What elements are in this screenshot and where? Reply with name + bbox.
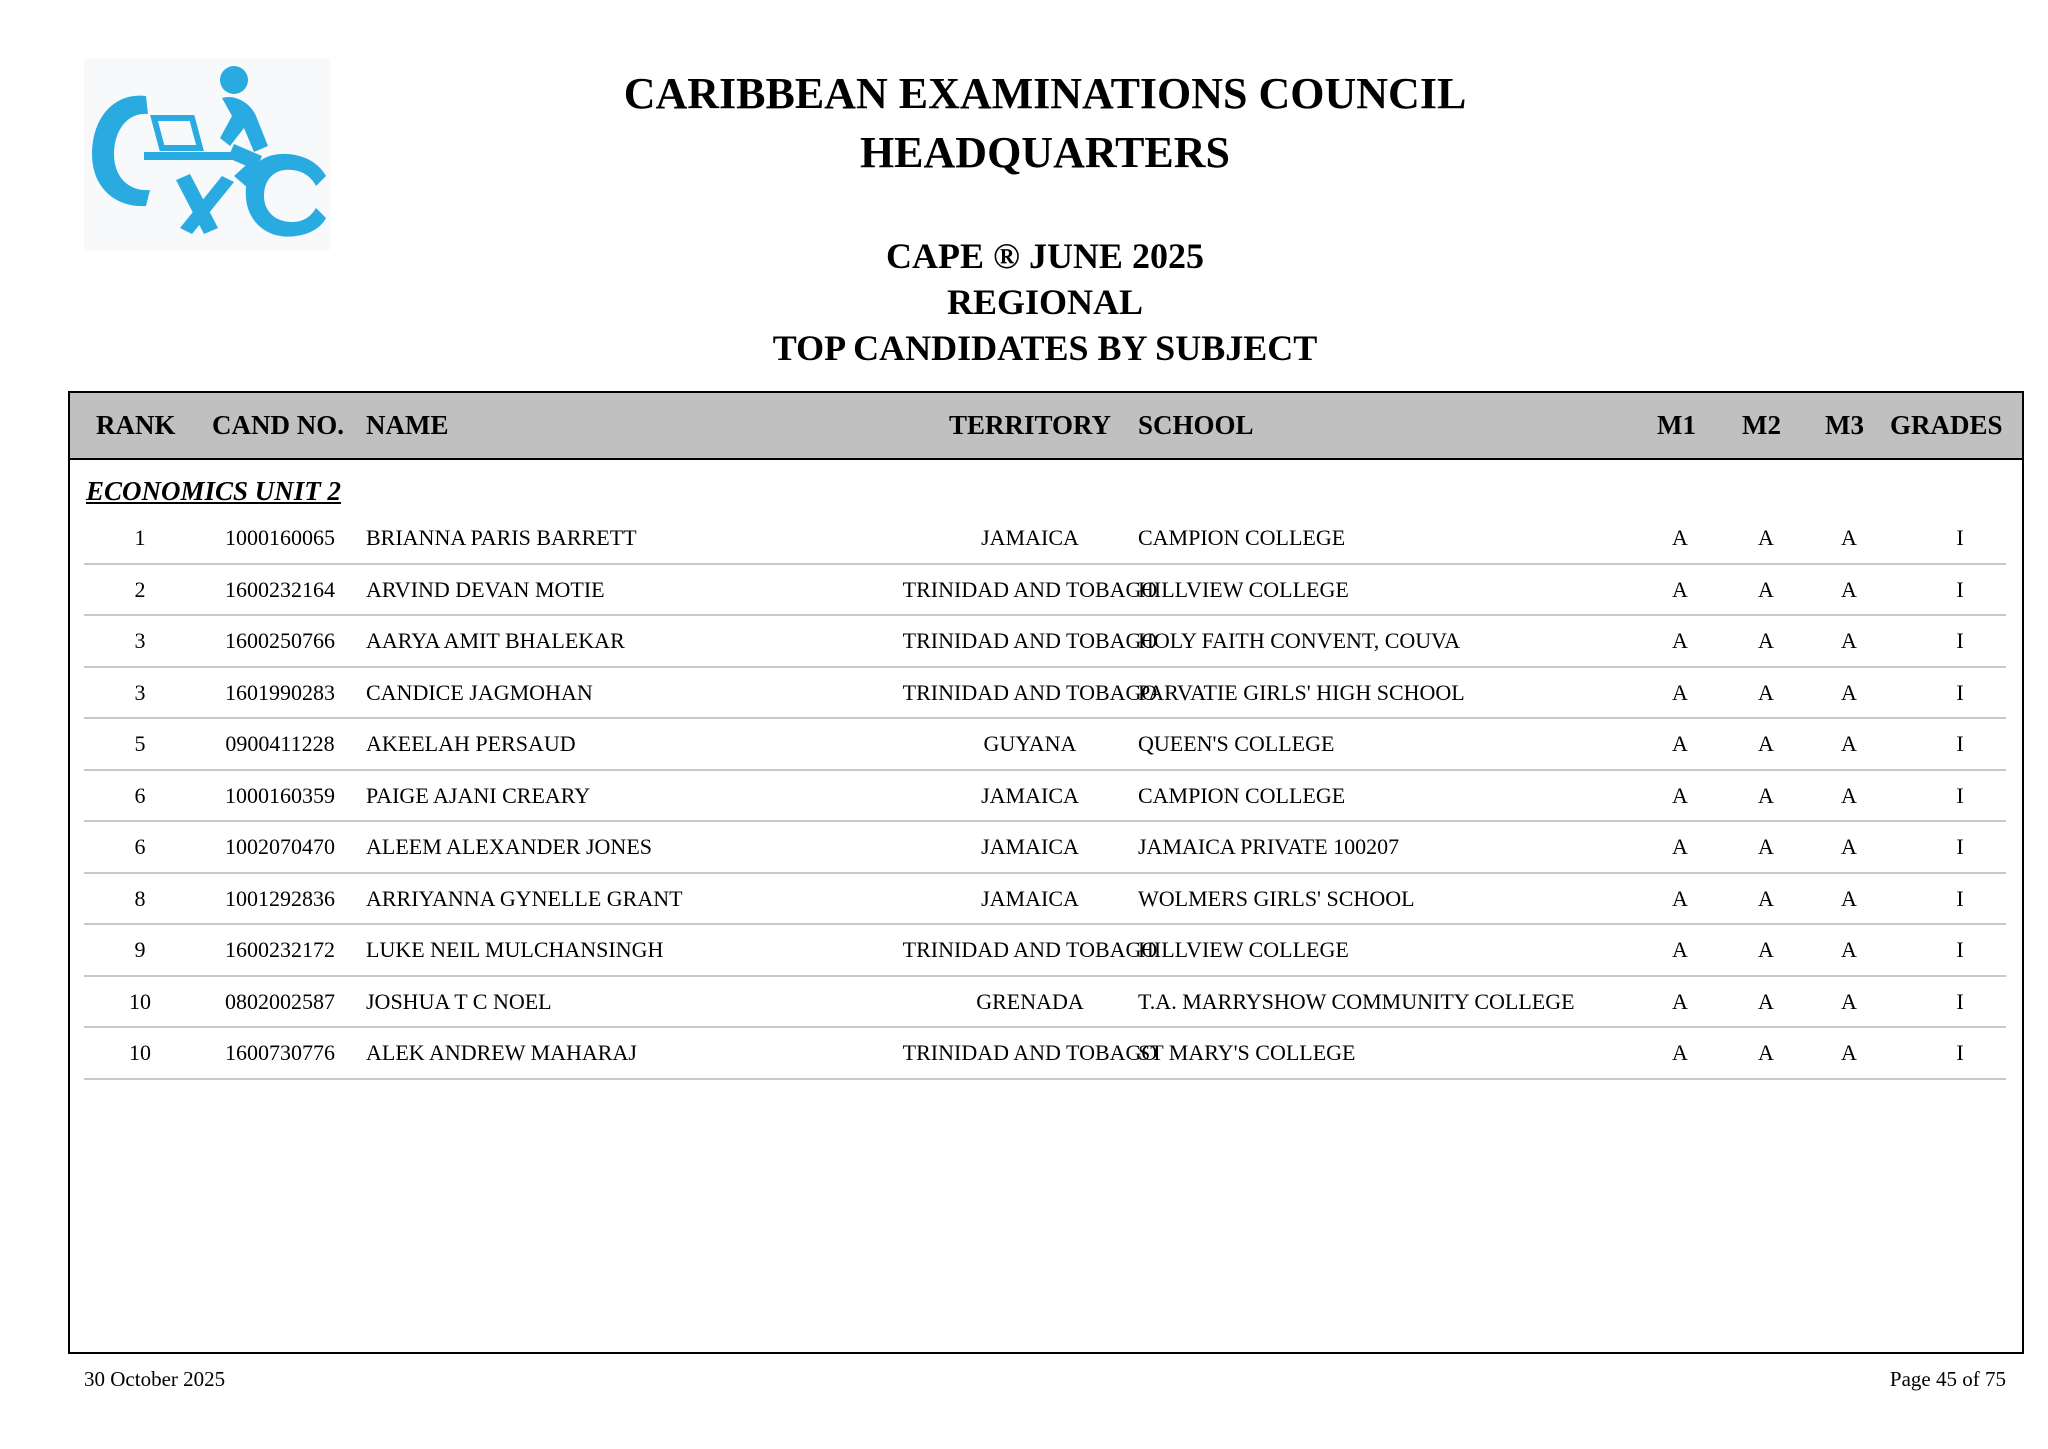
cell-m2: A — [1758, 782, 1774, 808]
cell-m2: A — [1758, 679, 1774, 705]
cell-name: JOSHUA T C NOEL — [366, 988, 552, 1014]
results-table — [68, 391, 2024, 1354]
cell-school: JAMAICA PRIVATE 100207 — [1138, 834, 1400, 859]
cell-m3: A — [1841, 576, 1857, 602]
cell-rank: 3 — [134, 628, 146, 653]
table-row — [70, 771, 2022, 823]
col-grades: GRADES — [1890, 410, 2003, 440]
table-row — [70, 668, 2022, 720]
cell-name: AARYA AMIT BHALEKAR — [366, 628, 625, 653]
col-m1: M1 — [1657, 410, 1696, 440]
cell-territory: JAMAICA — [981, 782, 1079, 808]
cell-territory: GRENADA — [976, 988, 1084, 1014]
cell-rank: 8 — [134, 885, 146, 911]
cell-m1: A — [1672, 937, 1688, 962]
cell-m3: A — [1841, 988, 1857, 1014]
cell-m2: A — [1758, 885, 1774, 911]
cell-m3: A — [1841, 525, 1857, 550]
cell-cand-no: 1600730776 — [225, 1040, 335, 1065]
cell-name: ARRIYANNA GYNELLE GRANT — [366, 885, 683, 911]
scope-label: REGIONAL — [946, 282, 1144, 322]
cell-cand-no: 1600232172 — [225, 937, 335, 962]
cell-rank: 5 — [134, 731, 146, 756]
cell-name: AKEELAH PERSAUD — [366, 731, 576, 756]
col-rank: RANK — [96, 410, 176, 440]
col-name: NAME — [366, 410, 449, 440]
cell-territory: TRINIDAD AND TOBAGO — [902, 937, 1158, 962]
table-row — [70, 874, 2022, 926]
cell-m1: A — [1672, 628, 1688, 653]
cell-m1: A — [1672, 1040, 1688, 1065]
cell-m3: A — [1841, 1040, 1857, 1065]
report-date: 30 October 2025 — [84, 1367, 226, 1391]
cell-cand-no: 1000160065 — [225, 525, 335, 550]
cell-m3: A — [1841, 782, 1857, 808]
cell-grade: I — [1956, 782, 1964, 808]
cell-rank: 10 — [129, 988, 151, 1014]
cell-cand-no: 0900411228 — [225, 731, 335, 756]
cell-territory: JAMAICA — [981, 885, 1079, 911]
col-cand-no: CAND NO. — [212, 410, 344, 440]
cell-school: QUEEN'S COLLEGE — [1138, 731, 1335, 756]
cell-m3: A — [1841, 937, 1857, 962]
table-row — [70, 719, 2022, 771]
cell-school: HOLY FAITH CONVENT, COUVA — [1138, 628, 1461, 653]
table-row — [70, 977, 2022, 1029]
cell-name: ALEEM ALEXANDER JONES — [366, 834, 652, 859]
cell-school: T.A. MARRYSHOW COMMUNITY COLLEGE — [1138, 988, 1575, 1014]
table-body — [70, 513, 2022, 1080]
table-row — [70, 616, 2022, 668]
cell-name: PAIGE AJANI CREARY — [366, 782, 591, 808]
cell-school: HILLVIEW COLLEGE — [1138, 576, 1349, 602]
cell-rank: 6 — [134, 782, 146, 808]
cell-cand-no: 1002070470 — [225, 834, 335, 859]
cell-m1: A — [1672, 885, 1688, 911]
cell-m1: A — [1672, 834, 1688, 859]
cell-cand-no: 1600232164 — [225, 576, 335, 602]
cell-m1: A — [1672, 988, 1688, 1014]
cell-grade: I — [1956, 525, 1964, 550]
cell-m1: A — [1672, 731, 1688, 756]
cell-grade: I — [1956, 885, 1964, 911]
cell-name: ALEK ANDREW MAHARAJ — [366, 1040, 637, 1065]
table-row — [70, 1028, 2022, 1080]
page-number: Page 45 of 75 — [1889, 1367, 2006, 1391]
cell-rank: 10 — [129, 1040, 151, 1065]
cell-territory: JAMAICA — [981, 834, 1079, 859]
cell-grade: I — [1956, 988, 1964, 1014]
cell-m1: A — [1672, 679, 1688, 705]
cell-cand-no: 0802002587 — [225, 988, 335, 1014]
cell-school: ST MARY'S COLLEGE — [1138, 1040, 1356, 1065]
table-row — [70, 513, 2022, 565]
cell-school: WOLMERS GIRLS' SCHOOL — [1138, 885, 1415, 911]
cell-territory: TRINIDAD AND TOBAGO — [902, 1040, 1158, 1065]
cell-territory: GUYANA — [983, 731, 1077, 756]
cell-m1: A — [1672, 576, 1688, 602]
cell-m3: A — [1841, 628, 1857, 653]
cell-territory: TRINIDAD AND TOBAGO — [902, 576, 1158, 602]
col-territory: TERRITORY — [948, 410, 1112, 440]
table-row — [70, 565, 2022, 617]
exam-label: CAPE ® JUNE 2025 — [886, 236, 1204, 276]
cell-name: LUKE NEIL MULCHANSINGH — [366, 937, 664, 962]
cell-m1: A — [1672, 782, 1688, 808]
cell-grade: I — [1956, 834, 1964, 859]
cell-rank: 6 — [134, 834, 146, 859]
cell-school: PARVATIE GIRLS' HIGH SCHOOL — [1138, 679, 1465, 705]
cell-m3: A — [1841, 679, 1857, 705]
report-label: TOP CANDIDATES BY SUBJECT — [772, 328, 1318, 368]
cell-school: HILLVIEW COLLEGE — [1138, 937, 1349, 962]
cell-grade: I — [1956, 628, 1964, 653]
cell-school: CAMPION COLLEGE — [1138, 525, 1346, 550]
cell-grade: I — [1956, 1040, 1964, 1065]
cell-m2: A — [1758, 937, 1774, 962]
col-school: SCHOOL — [1138, 410, 1254, 440]
cell-m2: A — [1758, 834, 1774, 859]
cell-territory: JAMAICA — [981, 525, 1079, 550]
table-row — [70, 822, 2022, 874]
cell-name: BRIANNA PARIS BARRETT — [366, 525, 637, 550]
table-row — [70, 925, 2022, 977]
cell-name: CANDICE JAGMOHAN — [366, 679, 593, 705]
report-title — [0, 233, 2048, 371]
cell-rank: 3 — [134, 679, 146, 705]
cell-m2: A — [1758, 731, 1774, 756]
cell-m3: A — [1841, 834, 1857, 859]
org-title — [0, 64, 2048, 182]
cell-m3: A — [1841, 731, 1857, 756]
cell-cand-no: 1601990283 — [225, 679, 335, 705]
cell-rank: 1 — [134, 525, 146, 550]
cell-grade: I — [1956, 679, 1964, 705]
subject-heading: ECONOMICS UNIT 2 — [86, 476, 342, 506]
cell-territory: TRINIDAD AND TOBAGO — [902, 679, 1158, 705]
col-m2: M2 — [1742, 410, 1781, 440]
cell-m3: A — [1841, 885, 1857, 911]
cell-school: CAMPION COLLEGE — [1138, 782, 1346, 808]
cell-m2: A — [1758, 628, 1774, 653]
org-line1: CARIBBEAN EXAMINATIONS COUNCIL — [623, 69, 1467, 118]
cell-grade: I — [1956, 576, 1964, 602]
cell-cand-no: 1000160359 — [225, 782, 335, 808]
cell-rank: 2 — [134, 576, 146, 602]
table-header — [70, 393, 2022, 460]
org-line2: HEADQUARTERS — [859, 128, 1231, 177]
cell-grade: I — [1956, 937, 1964, 962]
cell-m2: A — [1758, 525, 1774, 550]
cell-cand-no: 1001292836 — [225, 885, 335, 911]
cell-name: ARVIND DEVAN MOTIE — [366, 576, 605, 602]
cell-m1: A — [1672, 525, 1688, 550]
cell-grade: I — [1956, 731, 1964, 756]
cell-m2: A — [1758, 576, 1774, 602]
cell-m2: A — [1758, 1040, 1774, 1065]
cell-rank: 9 — [134, 937, 146, 962]
cell-cand-no: 1600250766 — [225, 628, 335, 653]
cell-territory: TRINIDAD AND TOBAGO — [902, 628, 1158, 653]
cell-m2: A — [1758, 988, 1774, 1014]
col-m3: M3 — [1825, 410, 1864, 440]
